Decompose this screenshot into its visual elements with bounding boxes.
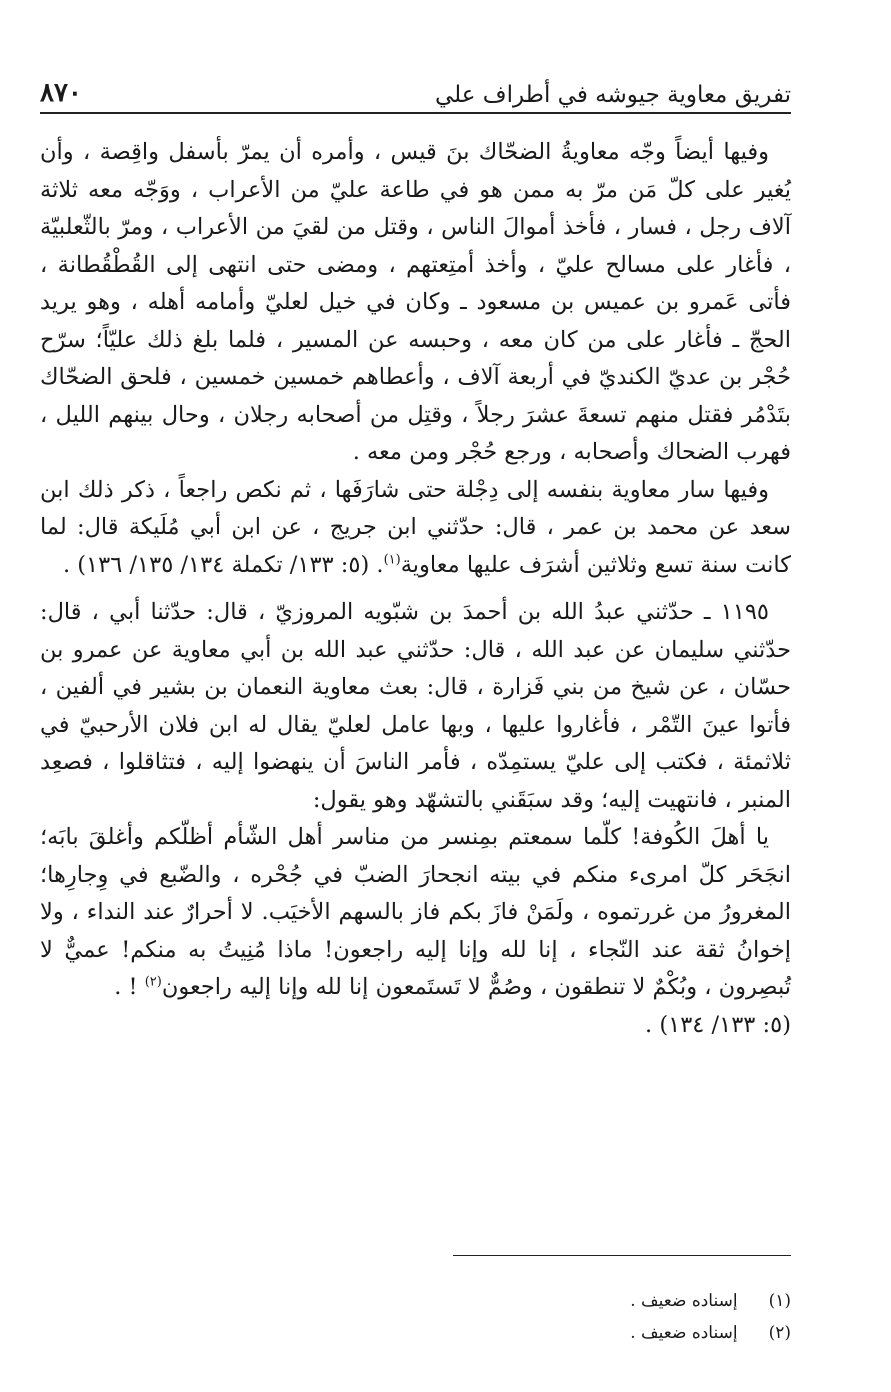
footnote-ref-1[interactable]: (١) [383,552,401,567]
page-number: ٨٧٠ [40,78,82,108]
paragraph-dijla [40,472,791,585]
footnote-text: إسناده ضعيف . [630,1323,738,1343]
speech-text: يا أهلَ الكُوفة! كلّما سمعتم بمِنسر من مناسر أهل الشّأم أظلّكم وأغلقَ بابَه؛ انجَحَر كلّ امرىء منكم في بيته انجحارَ الضبّ في جُحْره ، والضّبع في وِجارِها؛ المغرورُ من غررتموه ، ولَمَنْ فازَ بكم فاز بالسهم الأخيَب. لا أحرارٌ عند النداء ، ولا إخوانُ ثقة عند النّجاء ، إنا لله وإنا إليه راجعون! ماذا مُنِيتُ به منكم! عميٌّ لا تُبصِرون ، وبُكْمٌ لا تنطقون ، وصُمٌّ لا تَستَمعون إنا لله وإنا إليه راجعون [40,824,791,1000]
body-text [40,134,791,1044]
footnote [40,1285,791,1317]
source-ref-2: (٥: ١٣٣/ ١٣٤) . [645,1011,791,1038]
footnote-divider [453,1255,791,1256]
paragraph-dahhak: وفيها أيضاً وجّه معاويةُ الضحّاك بنَ قيس ، وأمره أن يمرّ بأسفل واقِصة ، وأن يُغير على كلّ مَن مرّ به ممن هو في طاعة عليّ من الأعراب ، ووَجّه معه ثلاثة آلاف رجل ، فسار ، فأخذ أموالَ الناس ، وقتل من لقيَ من الأعراب ، ومرّ بالثّعلبيّة ، فأغار على مسالح عليّ ، وأخذ أمتِعتهم ، ومضى حتى انتهى إلى القُطْقُطانة ، فأتى عَمرو بن عميس بن مسعود ـ وكان في خيل لعليّ وأمامه أهله ، وهو يريد الحجّ ـ فأغار على من كان معه ، وحبسه عن المسير ، فلما بلغ ذلك عليّاً؛ سرّح حُجْر بن عديّ الكنديّ في أربعة آلاف ، وأعطاهم خمسين خمسين ، فلحق الضحّاك بتَدْمُر فقتل منهم تسعةَ عشرَ رجلاً ، وقتِل من أصحابه رجلان ، وحال بينهم الليل ، فهرب الضحاك وأصحابه ، ورجع حُجْر ومن معه . [40,139,791,465]
page [40,70,791,1044]
footnote-text: إسناده ضعيف . [630,1291,738,1311]
paragraph-dijla-text: وفيها سار معاوية بنفسه إلى دِجْلة حتى شارَفَها ، ثم نكص راجعاً ، ذكر ذلك ابن سعد عن محمد بن عمر ، قال: حدّثني ابن جريج ، عن ابن أبي مُلَيكة قال: لما كانت سنة تسع وثلاثين أشرَف عليها معاوية [40,476,791,578]
running-title: تفريق معاوية جيوشه في أطراف علي [434,82,791,108]
footnotes [40,1285,791,1349]
page-header [40,70,791,114]
footnote-number: (٢) [768,1323,791,1343]
footnote [40,1317,791,1349]
paragraph-speech [40,819,791,1044]
footnote-ref-2[interactable]: (٢) [144,974,162,990]
paragraph-1195: ١١٩٥ ـ حدّثني عبدُ الله بن أحمدَ بن شبّويه المروزيّ ، قال: حدّثنا أبي ، قال: حدّثني سليمان عن عبد الله ، قال: حدّثني عبد الله بن أبي معاوية عن عمرو بن حسّان ، عن شيخ من بني فَزارة ، قال: بعث معاوية النعمان بن بشير في ألفين ، فأتوا عينَ التّمْر ، فأغاروا عليها ، وبها عامل لعليّ يقال له ابن فلان الأرحبيّ في ثلاثمئة ، فكتب إلى عليّ يستمِدّه ، فأمر الناسَ أن ينهضوا إليه ، فتثاقلوا ، فصعِد المنبر ، فانتهيت إليه؛ وقد سبَقَني بالتشهّد وهو يقول: [40,599,791,813]
source-ref-1: . (٥: ١٣٣/ تكملة ١٣٤/ ١٣٥/ ١٣٦) . [62,551,384,578]
speech-tail: ! . [114,974,145,1000]
footnote-number: (١) [768,1291,791,1311]
